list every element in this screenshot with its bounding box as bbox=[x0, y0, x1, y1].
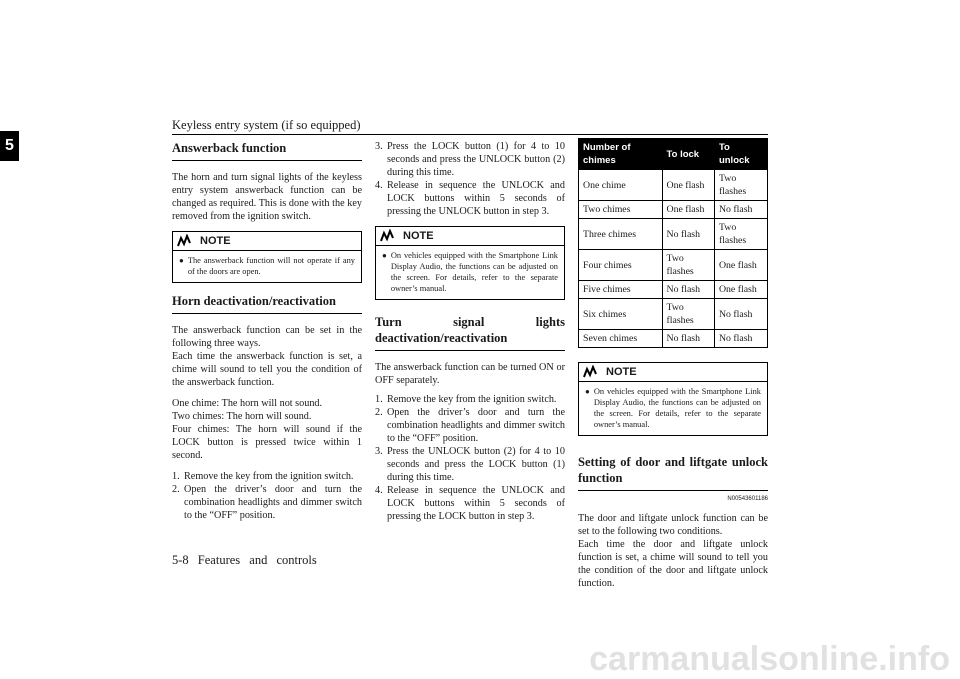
list-item: 2. Open the driver’s door and turn the combination headlights and dimmer switch to the “OFF” position. bbox=[172, 484, 362, 521]
note-title bbox=[376, 227, 564, 246]
steps-list bbox=[375, 140, 565, 218]
note-pencil-icon bbox=[177, 234, 197, 248]
steps-list bbox=[375, 393, 565, 523]
heading-answerback-function: Answerback function bbox=[172, 140, 362, 161]
table-row: Four chimes Two flashes One flash bbox=[579, 250, 768, 281]
paragraph: The answerback function can be turned ON or OFF separately. bbox=[375, 362, 565, 386]
table-header: To lock bbox=[662, 139, 714, 170]
list-item: 1. Remove the key from the ignition switch. bbox=[375, 394, 557, 405]
watermark: carmanualsonline.info bbox=[589, 640, 950, 678]
table-row: Two chimes One flash No flash bbox=[579, 201, 768, 219]
note-label: NOTE bbox=[606, 365, 637, 378]
note-box bbox=[375, 226, 565, 300]
heading-horn-deactivation: Horn deactivation/reactivation bbox=[172, 293, 362, 314]
bullet-icon: ● bbox=[179, 256, 184, 265]
paragraph: The answerback function can be set in the following three ways. bbox=[172, 325, 362, 349]
list-item: 4. Release in sequence the UNLOCK and LOCK buttons within 5 seconds of pressing the UNLOCK button in step 3. bbox=[375, 180, 565, 217]
paragraph: One chime: The horn will not sound. bbox=[172, 398, 323, 409]
column-1 bbox=[172, 140, 362, 522]
bullet-icon: ● bbox=[585, 387, 590, 396]
header-rule bbox=[172, 134, 768, 135]
note-pencil-icon bbox=[583, 365, 603, 379]
note-box bbox=[578, 362, 768, 436]
note-box bbox=[172, 231, 362, 283]
note-text: On vehicles equipped with the Smartphone Link Display Audio, the functions can be adjusted on the screen. For details, refer to the separate owner’s manual. bbox=[390, 251, 558, 293]
page-number: 5-8 bbox=[172, 553, 189, 567]
footer-section: Features and controls bbox=[197, 553, 317, 567]
chapter-tab: 5 bbox=[0, 131, 19, 161]
table-row: Seven chimes No flash No flash bbox=[579, 330, 768, 348]
paragraph: Each time the door and liftgate unlock function is set, a chime will sound to tell you the condition of the door and liftgate unlock function. bbox=[578, 539, 768, 589]
list-item: 3. Press the LOCK button (1) for 4 to 10 seconds and press the UNLOCK button (2) during this time. bbox=[375, 141, 565, 178]
heading-turn-signal-deactivation: Turn signal lights deactivation/reactivation bbox=[375, 314, 565, 351]
steps-list bbox=[172, 470, 362, 522]
paragraph: The horn and turn signal lights of the keyless entry system answerback function can be changed as required. This is done with the key removed from the ignition switch. bbox=[172, 172, 362, 222]
note-pencil-icon bbox=[380, 229, 400, 243]
page-header-title: Keyless entry system (if so equipped) bbox=[172, 118, 361, 132]
table-row: Five chimes No flash One flash bbox=[579, 281, 768, 299]
note-title bbox=[579, 363, 767, 382]
list-item: 1. Remove the key from the ignition switch. bbox=[172, 471, 354, 482]
heading-door-liftgate-unlock: Setting of door and liftgate unlock function bbox=[578, 454, 768, 491]
note-label: NOTE bbox=[200, 234, 231, 247]
table-row: Six chimes Two flashes No flash bbox=[579, 299, 768, 330]
chimes-table bbox=[578, 138, 768, 348]
paragraph: Four chimes: The horn will sound if the LOCK button is pressed twice within 1 second. bbox=[172, 424, 362, 461]
paragraph: The door and liftgate unlock function can be set to the following two conditions. bbox=[578, 513, 768, 537]
table-header: To unlock bbox=[714, 139, 767, 170]
note-text: On vehicles equipped with the Smartphone Link Display Audio, the functions can be adjusted on the screen. For details, refer to the separate owner’s manual. bbox=[593, 387, 761, 429]
list-item: 3. Press the UNLOCK button (2) for 4 to 10 seconds and press the LOCK button (1) during this time. bbox=[375, 446, 565, 483]
note-label: NOTE bbox=[403, 229, 434, 242]
list-item: 2. Open the driver’s door and turn the combination headlights and dimmer switch to the “OFF” position. bbox=[375, 407, 565, 444]
page-footer bbox=[172, 553, 317, 568]
bullet-icon: ● bbox=[382, 251, 387, 260]
table-row: Three chimes No flash Two flashes bbox=[579, 219, 768, 250]
column-3 bbox=[578, 138, 768, 590]
table-header: Number of chimes bbox=[579, 139, 663, 170]
column-2 bbox=[375, 140, 565, 523]
document-code: N00543601186 bbox=[727, 496, 768, 502]
table-row: One chime One flash Two flashes bbox=[579, 170, 768, 201]
list-item: 4. Release in sequence the UNLOCK and LOCK buttons within 5 seconds of pressing the LOCK button in step 3. bbox=[375, 485, 565, 522]
paragraph: Two chimes: The horn will sound. bbox=[172, 411, 312, 422]
note-text: The answerback function will not operate if any of the doors are open. bbox=[187, 256, 355, 276]
paragraph: Each time the answerback function is set, a chime will sound to tell you the condition of the answerback function. bbox=[172, 351, 362, 388]
note-title bbox=[173, 232, 361, 251]
